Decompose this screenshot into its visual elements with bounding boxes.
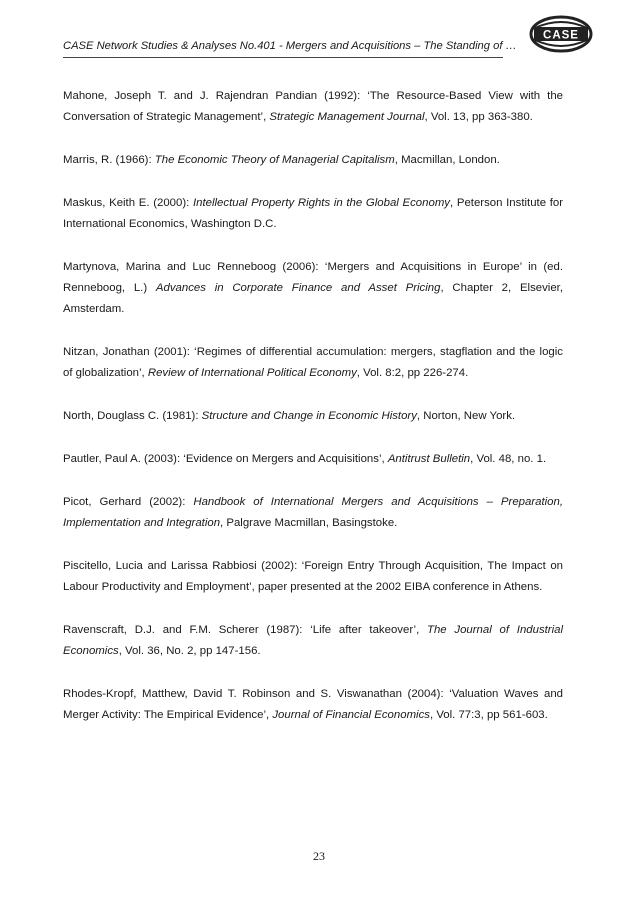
logo-text: CASE <box>543 29 579 42</box>
reference-list <box>63 86 563 726</box>
reference-entry: Pautler, Paul A. (2003): ‘Evidence on Mergers and Acquisitions’, Antitrust Bulletin, Vol. 48, no. 1. <box>63 453 547 465</box>
reference-entry: North, Douglass C. (1981): Structure and Change in Economic History, Norton, New York. <box>63 410 516 422</box>
reference-entry: Maskus, Keith E. (2000): Intellectual Property Rights in the Global Economy, Peterson Institute for International Economics, Washington D.C. <box>63 197 564 230</box>
reference-entry: Nitzan, Jonathan (2001): ‘Regimes of differential accumulation: mergers, stagflation and the logic of globalization’, Review of International Political Economy, Vol. 8:2, pp 226-274. <box>63 346 563 379</box>
reference-entry: Martynova, Marina and Luc Renneboog (2006): ‘Mergers and Acquisitions in Europe’ in (ed. Renneboog, L.) Advances in Corporate Finance and Asset Pricing, Chapter 2, Elsevier, Amsterdam. <box>63 261 563 315</box>
reference-entry: Mahone, Joseph T. and J. Rajendran Pandian (1992): ‘The Resource-Based View with the Conversation of Strategic Management’, Strategic Management Journal, Vol. 13, pp 363-380. <box>63 90 563 123</box>
reference-entry: Piscitello, Lucia and Larissa Rabbiosi (2002): ‘Foreign Entry Through Acquisition, The Impact on Labour Productivity and Employment’, paper presented at the 2002 EIBA conference in Athens. <box>63 560 563 593</box>
reference-entry: Picot, Gerhard (2002): Handbook of International Mergers and Acquisitions – Preparation, Implementation and Integration, Palgrave Macmillan, Basingstoke. <box>63 496 563 529</box>
page-header <box>63 29 579 56</box>
running-title: CASE Network Studies & Analyses No.401 - Mergers and Acquisitions – The Standing of … <box>63 40 517 52</box>
reference-entry: Rhodes-Kropf, Matthew, David T. Robinson and S. Viswanathan (2004): ‘Valuation Waves and Merger Activity: The Empirical Evidence’, Journal of Financial Economics, Vol. 77:3, pp 561-603. <box>63 688 563 721</box>
header-rule <box>63 57 503 58</box>
page-number: 23 <box>313 849 325 863</box>
case-logo-icon <box>529 14 593 54</box>
reference-entry: Ravenscraft, D.J. and F.M. Scherer (1987): ‘Life after takeover’, The Journal of Industrial Economics, Vol. 36, No. 2, pp 147-156. <box>63 624 563 657</box>
reference-entry: Marris, R. (1966): The Economic Theory of Managerial Capitalism, Macmillan, London. <box>63 154 500 166</box>
